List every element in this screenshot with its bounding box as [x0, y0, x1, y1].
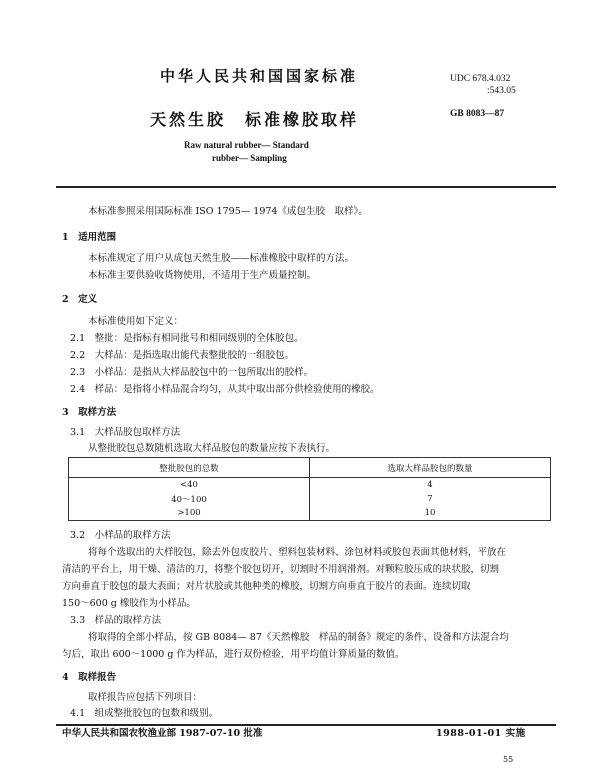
section-3-2-line-2: 清洁的平台上，用干燥、清洁的刀，将整个胶包切开，切割时不用润滑剂。对颗粒胶压成的块状胶，切割 — [62, 564, 500, 575]
header-divider — [56, 186, 556, 188]
document-title: 天然生胶 标准橡胶取样 — [150, 110, 360, 129]
section-3-3-line-2: 匀后，取出 600～1000 g 作为样品，进行双份检验，用平均值计算质量的数值。 — [62, 649, 405, 660]
standard-title: 中华人民共和国国家标准 — [160, 67, 359, 85]
definition-2-3: 2.3 小样品：是指从大样品胶包中的一包所取出的胶样。 — [70, 367, 314, 378]
section-4-heading: 4 取样报告 — [62, 672, 117, 683]
gb-code: GB 8083—87 — [450, 109, 505, 119]
table-cell: 4 — [310, 478, 551, 493]
table-header-selected: 选取大样品胶包的数量 — [310, 458, 551, 478]
table-header-total: 整批胶包的总数 — [69, 458, 310, 478]
section-4-item-1: 4.1 组成整批胶包的包数和级别。 — [70, 708, 219, 719]
section-2-heading: 2 定义 — [62, 294, 98, 305]
definition-2-2: 2.2 大样品：是指选取出能代表整批胶的一组胶包。 — [70, 350, 295, 361]
section-4-intro: 取样报告应包括下列项目： — [88, 692, 203, 703]
section-2-intro: 本标准使用如下定义： — [88, 316, 184, 327]
section-1-paragraph-1: 本标准规定了用户从成包天然生胶——标准橡胶中取样的方法。 — [88, 253, 355, 264]
section-3-1-text: 从整批胶包总数随机选取大样品胶包的数量应按下表执行。 — [88, 443, 336, 454]
section-3-3-heading: 3.3 样品的取样方法 — [70, 615, 162, 626]
table-cell: >100 — [69, 506, 310, 521]
sampling-table — [68, 457, 551, 521]
table-cell: 40～100 — [69, 492, 310, 506]
page-number: 55 — [503, 755, 514, 764]
definition-2-4: 2.4 样品：是指将小样品混合均匀，从其中取出部分供检验使用的橡胶。 — [70, 384, 380, 395]
english-title-line1: Raw natural rubber— Standard — [184, 140, 309, 150]
section-1-heading: 1 适用范围 — [62, 232, 117, 243]
section-3-2-line-4: 150～600 g 橡胶作为小样品。 — [62, 598, 196, 609]
effective-date: 1988-01-01 实施 — [436, 728, 526, 739]
section-3-heading: 3 取样方法 — [62, 407, 117, 418]
approval-line: 中华人民共和国农牧渔业部 1987-07-10 批准 — [62, 728, 263, 739]
udc-code-line2: :543.05 — [487, 86, 516, 96]
section-1-paragraph-2: 本标准主要供验收货物使用，不适用于生产质量控制。 — [88, 270, 317, 281]
definition-2-1: 2.1 整批：是指标有相同批号和相同级别的全体胶包。 — [70, 333, 304, 344]
table-row — [69, 478, 551, 493]
section-3-3-line-1: 将取得的全部小样品，按 GB 8084— 87《天然橡胶 样品的制备》规定的条件、设备和方法混合均 — [88, 632, 509, 643]
table-row — [69, 506, 551, 521]
section-3-2-line-3: 方向垂直于胶包的最大表面；对片状胶或其他种类的橡胶，切割方向垂直于胶片的表面。连续切取 — [62, 581, 471, 592]
english-title-line2: rubber— Sampling — [212, 153, 287, 163]
table-row — [69, 492, 551, 506]
table-cell: 10 — [310, 506, 551, 521]
udc-code-line1: UDC 678.4.032 — [450, 74, 511, 84]
section-3-2-line-1: 将每个选取出的大样胶包，除去外包皮胶片、塑料包装材料、涂包材料或胶包表面其他材料，平放在 — [88, 547, 507, 558]
section-3-2-heading: 3.2 小样品的取样方法 — [70, 530, 171, 541]
table-cell: 7 — [310, 492, 551, 506]
intro-paragraph: 本标准参照采用国际标准 ISO 1795— 1974《成包生胶 取样》。 — [88, 206, 368, 217]
table-cell: <40 — [69, 478, 310, 493]
section-3-1-heading: 3.1 大样品胶包取样方法 — [70, 427, 181, 438]
